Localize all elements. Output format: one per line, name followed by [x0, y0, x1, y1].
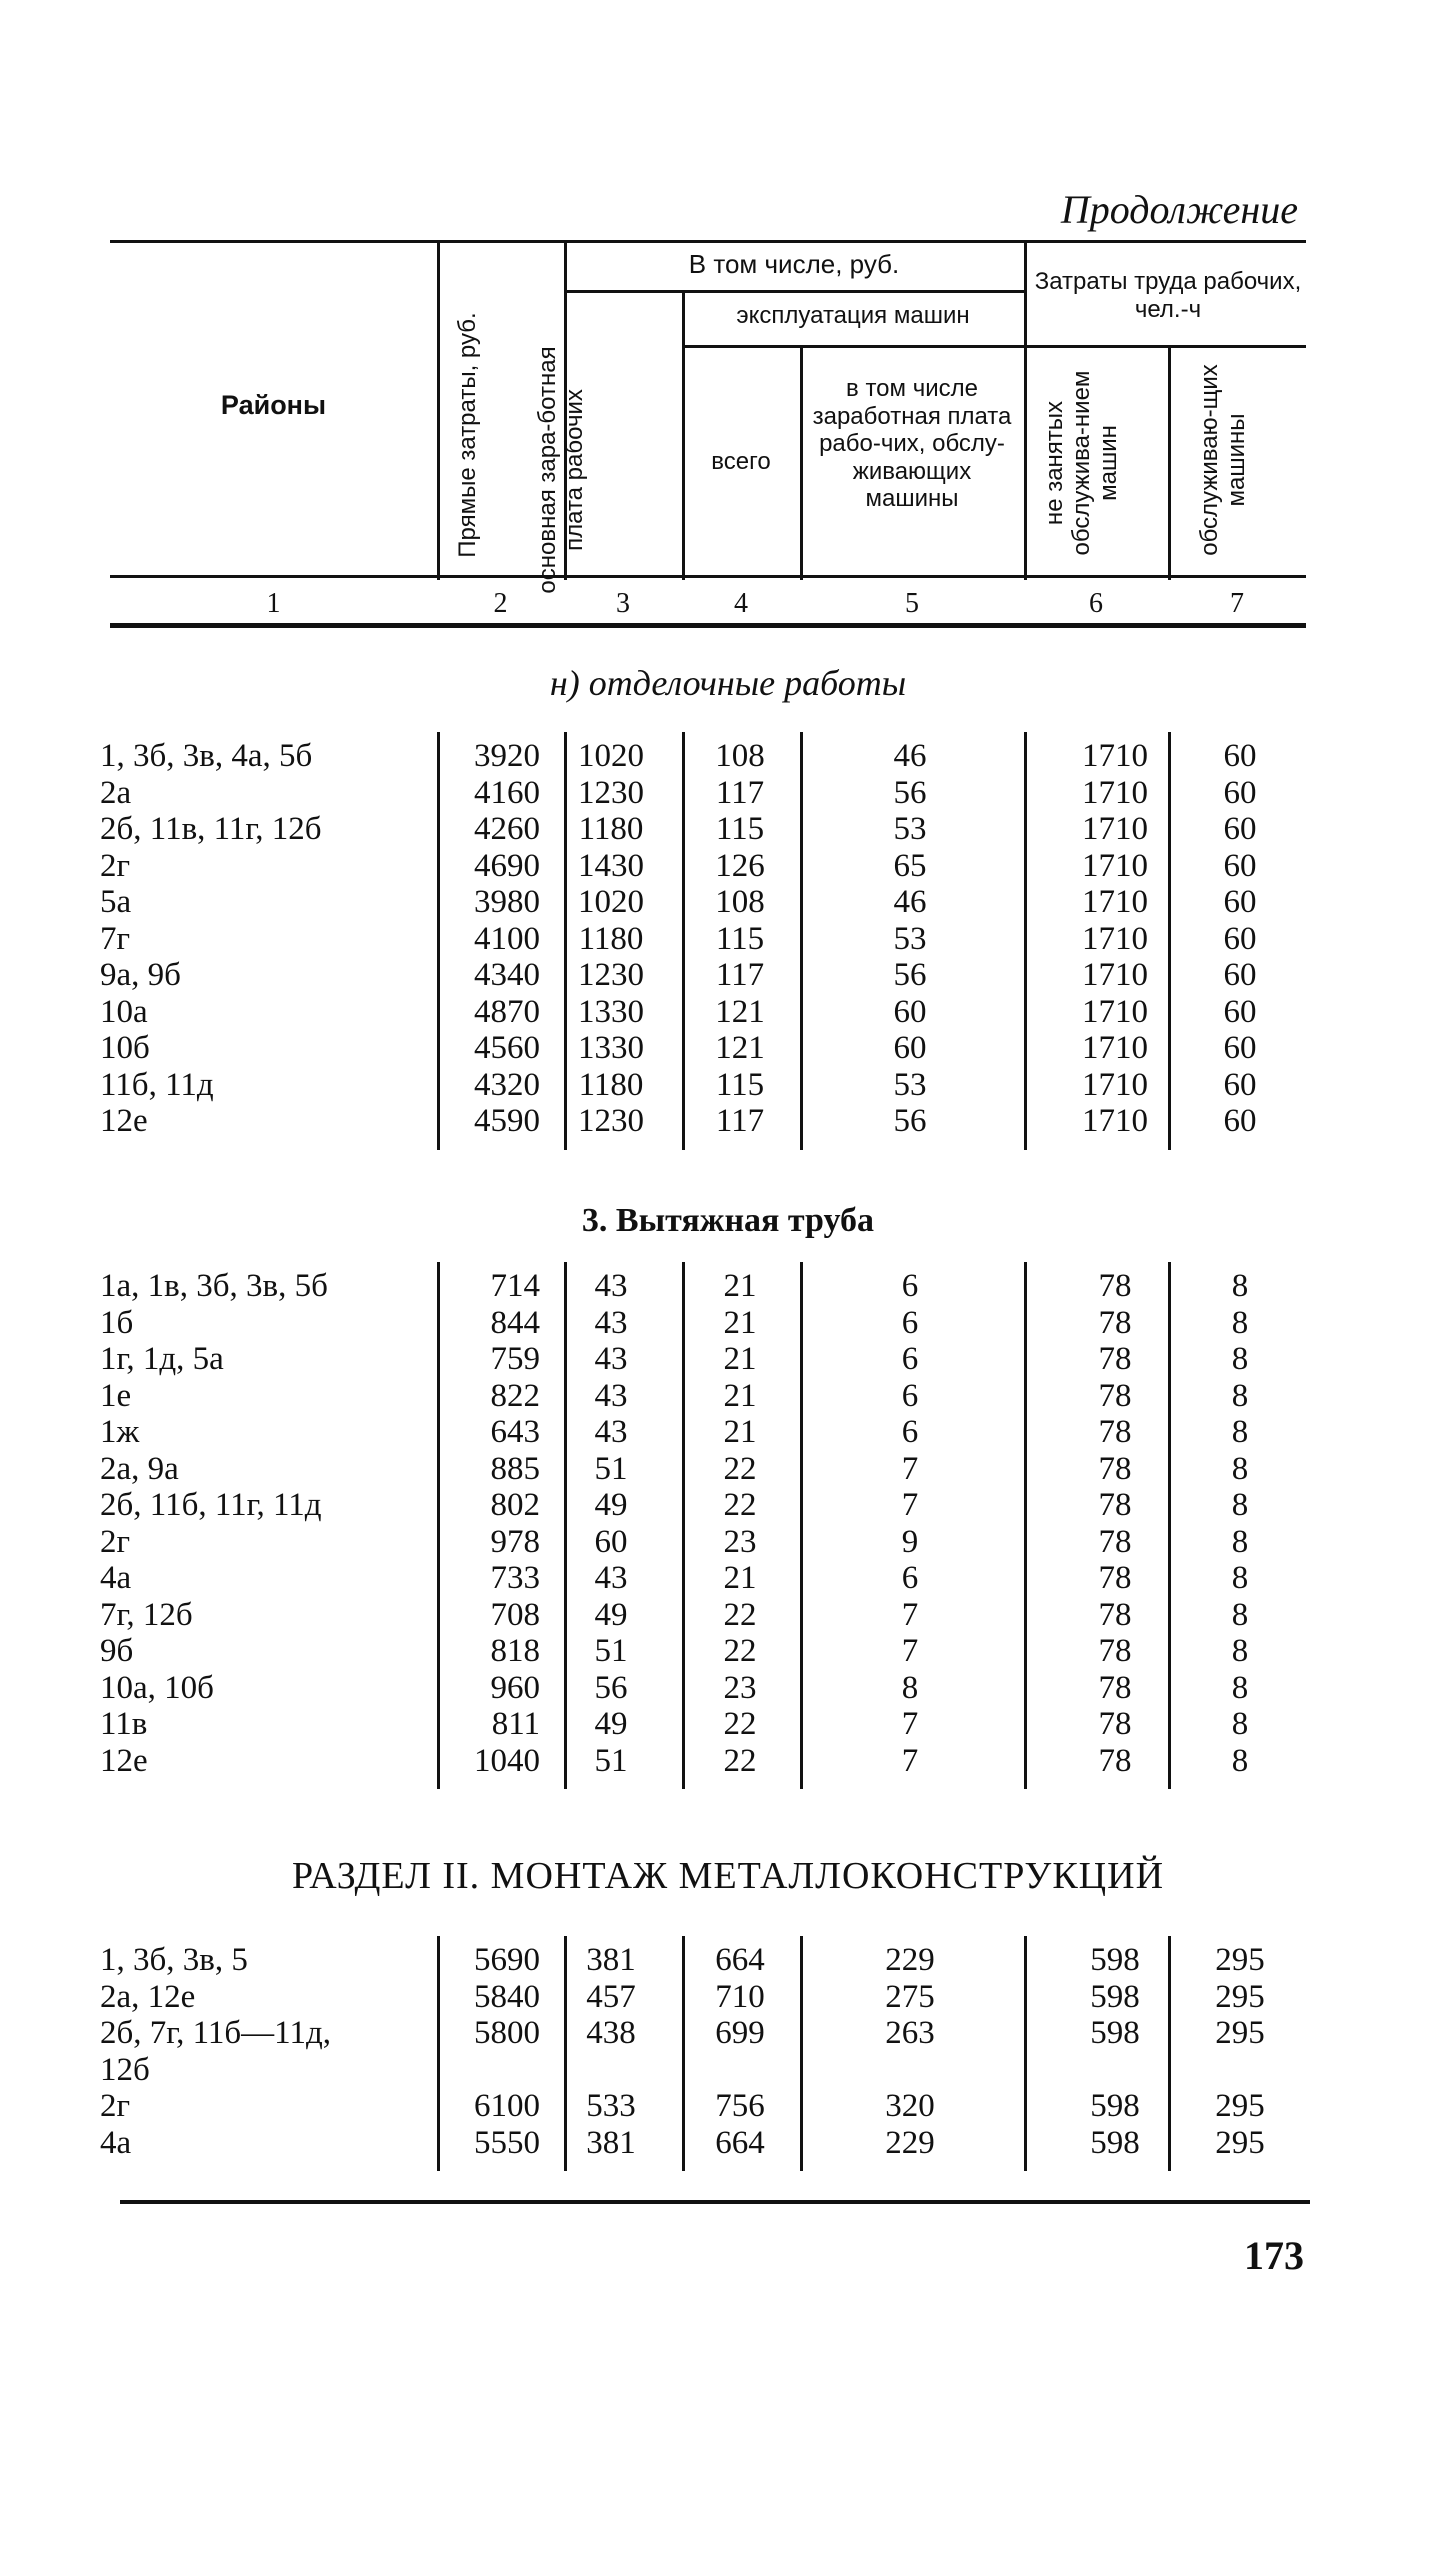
value-cell: 78 — [1098, 1377, 1132, 1414]
value-cell: 708 — [490, 1596, 540, 1633]
value-cell: 22 — [723, 1742, 757, 1779]
value-cell: 22 — [723, 1633, 757, 1669]
value-cell: 117 — [715, 774, 765, 811]
value-cell: 1710 — [1082, 847, 1148, 884]
value-cell: 802 — [490, 1487, 540, 1523]
region-cell: 7г, 12б — [100, 1596, 193, 1633]
value-cell: 21 — [723, 1414, 757, 1450]
table-row — [0, 1103, 1456, 1140]
table-row — [0, 1067, 1456, 1104]
value-cell: 49 — [594, 1706, 628, 1742]
value-cell: 8 — [1231, 1742, 1249, 1779]
value-cell: 22 — [723, 1450, 757, 1487]
column-divider — [1024, 732, 1027, 1150]
column-divider — [682, 1262, 685, 1789]
value-cell: 598 — [1090, 1978, 1140, 2015]
value-cell: 6 — [901, 1341, 919, 1377]
value-cell: 53 — [893, 811, 927, 847]
col-number: 5 — [905, 588, 919, 619]
value-cell: 121 — [715, 1030, 765, 1066]
table-header — [0, 0, 1456, 640]
value-cell: 21 — [723, 1560, 757, 1596]
value-cell: 4690 — [474, 847, 540, 884]
value-cell: 1710 — [1082, 774, 1148, 811]
value-cell: 822 — [490, 1377, 540, 1414]
region-cell: 7г — [100, 920, 131, 957]
table-row — [0, 2125, 1456, 2162]
value-cell: 598 — [1090, 2015, 1140, 2051]
value-cell: 46 — [893, 738, 927, 774]
value-cell: 78 — [1098, 1706, 1132, 1742]
table-row — [0, 1030, 1456, 1067]
value-cell: 56 — [893, 957, 927, 993]
value-cell: 49 — [594, 1487, 628, 1523]
value-cell: 8 — [1231, 1633, 1249, 1669]
page-number: 173 — [1244, 2233, 1304, 2278]
region-cell: 9б — [100, 1633, 134, 1669]
table-row — [0, 1341, 1456, 1378]
value-cell: 664 — [715, 1942, 765, 1978]
region-cell: 1б — [100, 1304, 134, 1341]
value-cell: 49 — [594, 1596, 628, 1633]
col-number: 7 — [1230, 588, 1244, 619]
value-cell: 60 — [1223, 957, 1257, 993]
value-cell: 60 — [1223, 1030, 1257, 1066]
value-cell: 78 — [1098, 1596, 1132, 1633]
region-cell: 2б, 11б, 11г, 11д — [100, 1487, 322, 1523]
value-cell: 598 — [1090, 1942, 1140, 1978]
value-cell: 1230 — [578, 957, 644, 993]
region-cell: 12б — [100, 2051, 150, 2088]
region-cell: 1ж — [100, 1414, 140, 1450]
value-cell: 5550 — [474, 2124, 540, 2161]
value-cell: 844 — [490, 1304, 540, 1341]
value-cell: 115 — [715, 811, 765, 847]
value-cell: 43 — [594, 1414, 628, 1450]
header-base-wage: основная зара-ботная плата рабочих — [534, 346, 588, 594]
table-row — [0, 1597, 1456, 1634]
value-cell: 7 — [901, 1596, 919, 1633]
table-row — [0, 1706, 1456, 1743]
region-cell: 4а — [100, 2124, 132, 2161]
value-cell: 6100 — [474, 2088, 540, 2124]
value-cell: 733 — [490, 1560, 540, 1596]
value-cell: 664 — [715, 2124, 765, 2161]
value-cell: 60 — [1223, 993, 1257, 1030]
value-cell: 117 — [715, 1103, 765, 1139]
section-table — [0, 1942, 1456, 2161]
value-cell: 56 — [893, 1103, 927, 1139]
value-cell: 78 — [1098, 1414, 1132, 1450]
column-divider — [800, 1936, 803, 2171]
table-row — [0, 1743, 1456, 1780]
value-cell: 1710 — [1082, 1103, 1148, 1139]
value-cell: 438 — [586, 2015, 636, 2051]
value-cell: 23 — [723, 1669, 757, 1706]
column-divider — [437, 732, 440, 1150]
header-machine-operation: эксплуатация машин — [736, 302, 970, 329]
region-cell: 12е — [100, 1103, 148, 1139]
value-cell: 8 — [1231, 1706, 1249, 1742]
value-cell: 23 — [723, 1523, 757, 1560]
column-divider — [800, 732, 803, 1150]
header-divider — [437, 240, 440, 580]
section-title: н) отделочные работы — [549, 663, 907, 703]
value-cell: 1180 — [578, 811, 644, 847]
header-divider — [1168, 345, 1171, 580]
footer-rule — [120, 2200, 1310, 2204]
value-cell: 4320 — [474, 1066, 540, 1103]
value-cell: 7 — [901, 1487, 919, 1523]
table-row — [0, 2052, 1456, 2089]
value-cell: 43 — [594, 1304, 628, 1341]
value-cell: 1710 — [1082, 1030, 1148, 1066]
column-divider — [682, 1936, 685, 2171]
value-cell: 1710 — [1082, 993, 1148, 1030]
value-cell: 1710 — [1082, 1066, 1148, 1103]
value-cell: 65 — [893, 847, 927, 884]
header-not-serving: не занятых обслужива-нием машин — [1041, 370, 1122, 556]
header-total: всего — [711, 448, 771, 475]
value-cell: 229 — [885, 1942, 935, 1978]
value-cell: 1230 — [578, 1103, 644, 1139]
header-rule — [564, 290, 1024, 293]
region-cell: 11б, 11д — [100, 1066, 214, 1103]
table-row — [0, 1378, 1456, 1415]
table-row — [0, 921, 1456, 958]
value-cell: 7 — [901, 1742, 919, 1779]
value-cell: 811 — [491, 1706, 540, 1742]
value-cell: 960 — [490, 1669, 540, 1706]
header-rule — [682, 345, 1024, 348]
value-cell: 295 — [1215, 1978, 1265, 2015]
value-cell: 78 — [1098, 1487, 1132, 1523]
value-cell: 295 — [1215, 2015, 1265, 2051]
value-cell: 56 — [594, 1669, 628, 1706]
value-cell: 78 — [1098, 1633, 1132, 1669]
value-cell: 121 — [715, 993, 765, 1030]
value-cell: 381 — [586, 2124, 636, 2161]
value-cell: 710 — [715, 1978, 765, 2015]
value-cell: 5690 — [474, 1942, 540, 1978]
value-cell: 108 — [715, 738, 765, 774]
value-cell: 6 — [901, 1560, 919, 1596]
header-serving: обслуживаю-щих машины — [1196, 364, 1250, 556]
value-cell: 229 — [885, 2124, 935, 2161]
value-cell: 8 — [1231, 1304, 1249, 1341]
value-cell: 8 — [1231, 1268, 1249, 1304]
value-cell: 115 — [715, 1066, 765, 1103]
value-cell: 263 — [885, 2015, 935, 2051]
value-cell: 714 — [490, 1268, 540, 1304]
table-row — [0, 1979, 1456, 2016]
col-number: 1 — [266, 588, 281, 619]
table-row — [0, 1670, 1456, 1707]
table-row — [0, 957, 1456, 994]
table-row — [0, 811, 1456, 848]
table-row — [0, 1560, 1456, 1597]
value-cell: 6 — [901, 1304, 919, 1341]
region-cell: 11в — [100, 1706, 148, 1742]
table-row — [0, 1487, 1456, 1524]
value-cell: 4870 — [474, 993, 540, 1030]
value-cell: 4100 — [474, 920, 540, 957]
header-labor-costs: Затраты труда рабочих, чел.-ч — [1034, 268, 1302, 323]
value-cell: 295 — [1215, 2124, 1265, 2161]
value-cell: 8 — [1231, 1487, 1249, 1523]
header-divider — [800, 345, 803, 580]
region-cell: 1а, 1в, 3б, 3в, 5б — [100, 1268, 328, 1304]
value-cell: 4160 — [474, 774, 540, 811]
value-cell: 4560 — [474, 1030, 540, 1066]
value-cell: 4590 — [474, 1103, 540, 1139]
value-cell: 51 — [594, 1742, 628, 1779]
value-cell: 320 — [885, 2088, 935, 2124]
table-row — [0, 1633, 1456, 1670]
value-cell: 6 — [901, 1268, 919, 1304]
region-cell: 4а — [100, 1560, 132, 1596]
value-cell: 1710 — [1082, 738, 1148, 774]
value-cell: 43 — [594, 1560, 628, 1596]
section-table — [0, 1268, 1456, 1779]
value-cell: 885 — [490, 1450, 540, 1487]
value-cell: 60 — [1223, 920, 1257, 957]
region-cell: 2а, 12е — [100, 1978, 196, 2015]
value-cell: 533 — [586, 2088, 636, 2124]
value-cell: 7 — [901, 1706, 919, 1742]
value-cell: 1180 — [578, 920, 644, 957]
table-row — [0, 884, 1456, 921]
table-row — [0, 1451, 1456, 1488]
region-cell: 12е — [100, 1742, 148, 1779]
col-number: 3 — [616, 588, 630, 619]
column-divider — [437, 1936, 440, 2171]
value-cell: 78 — [1098, 1268, 1132, 1304]
header-top-rule — [110, 240, 1306, 243]
value-cell: 4340 — [474, 957, 540, 993]
column-divider — [1024, 1936, 1027, 2171]
value-cell: 1040 — [474, 1742, 540, 1779]
header-incl-wage: в том числе заработная плата рабо-чих, обслу-живающих машины — [812, 375, 1012, 513]
column-divider — [682, 732, 685, 1150]
value-cell: 3920 — [474, 738, 540, 774]
value-cell: 108 — [715, 884, 765, 920]
table-row — [0, 1414, 1456, 1451]
value-cell: 60 — [1223, 1066, 1257, 1103]
region-cell: 2г — [100, 2088, 131, 2124]
value-cell: 978 — [490, 1523, 540, 1560]
header-direct-costs: Прямые затраты, руб. — [454, 312, 481, 558]
column-divider — [1024, 1262, 1027, 1789]
header-regions: Районы — [220, 390, 327, 420]
value-cell: 78 — [1098, 1304, 1132, 1341]
region-cell: 2а, 9а — [100, 1450, 179, 1487]
value-cell: 1330 — [578, 993, 644, 1030]
value-cell: 7 — [901, 1450, 919, 1487]
region-cell: 10а — [100, 993, 148, 1030]
continuation-label: Продолжение — [1060, 187, 1298, 232]
value-cell: 21 — [723, 1304, 757, 1341]
region-cell: 1г, 1д, 5а — [100, 1341, 224, 1377]
value-cell: 53 — [893, 1066, 927, 1103]
value-cell: 53 — [893, 920, 927, 957]
value-cell: 43 — [594, 1341, 628, 1377]
value-cell: 126 — [715, 847, 765, 884]
value-cell: 43 — [594, 1377, 628, 1414]
region-cell: 10б — [100, 1030, 150, 1066]
value-cell: 1710 — [1082, 884, 1148, 920]
value-cell: 117 — [715, 957, 765, 993]
table-row — [0, 848, 1456, 885]
column-divider — [564, 732, 567, 1150]
value-cell: 8 — [1231, 1450, 1249, 1487]
value-cell: 8 — [1231, 1523, 1249, 1560]
value-cell: 8 — [1231, 1560, 1249, 1596]
value-cell: 78 — [1098, 1560, 1132, 1596]
value-cell: 78 — [1098, 1742, 1132, 1779]
table-row — [0, 1942, 1456, 1979]
value-cell: 8 — [1231, 1377, 1249, 1414]
value-cell: 759 — [490, 1341, 540, 1377]
value-cell: 7 — [901, 1633, 919, 1669]
value-cell: 60 — [893, 993, 927, 1030]
value-cell: 46 — [893, 884, 927, 920]
value-cell: 1020 — [578, 884, 644, 920]
value-cell: 1710 — [1082, 811, 1148, 847]
value-cell: 22 — [723, 1596, 757, 1633]
value-cell: 6 — [901, 1414, 919, 1450]
value-cell: 60 — [1223, 738, 1257, 774]
value-cell: 5800 — [474, 2015, 540, 2051]
table-row — [0, 2088, 1456, 2125]
value-cell: 1710 — [1082, 920, 1148, 957]
value-cell: 51 — [594, 1633, 628, 1669]
section-table — [0, 738, 1456, 1140]
value-cell: 3980 — [474, 884, 540, 920]
region-cell: 10а, 10б — [100, 1669, 214, 1706]
region-cell: 2б, 7г, 11б—11д, — [100, 2015, 331, 2051]
value-cell: 60 — [594, 1523, 628, 1560]
region-cell: 1, 3б, 3в, 4а, 5б — [100, 738, 313, 774]
value-cell: 78 — [1098, 1523, 1132, 1560]
header-divider — [1024, 240, 1027, 580]
region-cell: 2а — [100, 774, 132, 811]
col-number: 2 — [493, 588, 508, 619]
region-cell: 2г — [100, 847, 131, 884]
value-cell: 295 — [1215, 1942, 1265, 1978]
value-cell: 598 — [1090, 2088, 1140, 2124]
region-cell: 1, 3б, 3в, 5 — [100, 1942, 248, 1978]
value-cell: 8 — [1231, 1596, 1249, 1633]
region-cell: 1е — [100, 1377, 132, 1414]
value-cell: 5840 — [474, 1978, 540, 2015]
column-divider — [1168, 1936, 1171, 2171]
value-cell: 8 — [901, 1669, 919, 1706]
table-row — [0, 994, 1456, 1031]
header-including: В том числе, руб. — [688, 249, 900, 279]
value-cell: 8 — [1231, 1669, 1249, 1706]
region-cell: 5а — [100, 884, 132, 920]
region-cell: 9а, 9б — [100, 957, 181, 993]
region-cell: 2б, 11в, 11г, 12б — [100, 811, 322, 847]
value-cell: 381 — [586, 1942, 636, 1978]
region-cell: 2г — [100, 1523, 131, 1560]
value-cell: 756 — [715, 2088, 765, 2124]
table-row — [0, 1524, 1456, 1561]
value-cell: 78 — [1098, 1450, 1132, 1487]
section-title: 3. Вытяжная труба — [581, 1202, 875, 1239]
value-cell: 1230 — [578, 774, 644, 811]
col-number: 4 — [734, 588, 748, 619]
table-row — [0, 1305, 1456, 1342]
value-cell: 818 — [490, 1633, 540, 1669]
value-cell: 21 — [723, 1268, 757, 1304]
table-row — [0, 738, 1456, 775]
value-cell: 78 — [1098, 1669, 1132, 1706]
value-cell: 56 — [893, 774, 927, 811]
value-cell: 60 — [1223, 847, 1257, 884]
header-divider — [682, 290, 685, 580]
value-cell: 1710 — [1082, 957, 1148, 993]
column-divider — [437, 1262, 440, 1789]
value-cell: 598 — [1090, 2124, 1140, 2161]
table-row — [0, 775, 1456, 812]
column-divider — [564, 1262, 567, 1789]
value-cell: 1180 — [578, 1066, 644, 1103]
value-cell: 295 — [1215, 2088, 1265, 2124]
value-cell: 60 — [1223, 1103, 1257, 1139]
value-cell: 6 — [901, 1377, 919, 1414]
column-divider — [1168, 1262, 1171, 1789]
value-cell: 4260 — [474, 811, 540, 847]
value-cell: 21 — [723, 1377, 757, 1414]
value-cell: 51 — [594, 1450, 628, 1487]
value-cell: 8 — [1231, 1341, 1249, 1377]
value-cell: 8 — [1231, 1414, 1249, 1450]
value-cell: 60 — [1223, 811, 1257, 847]
value-cell: 275 — [885, 1978, 935, 2015]
value-cell: 643 — [490, 1414, 540, 1450]
value-cell: 1020 — [578, 738, 644, 774]
value-cell: 60 — [893, 1030, 927, 1066]
value-cell: 21 — [723, 1341, 757, 1377]
column-divider — [1168, 732, 1171, 1150]
value-cell: 9 — [901, 1523, 919, 1560]
value-cell: 43 — [594, 1268, 628, 1304]
value-cell: 60 — [1223, 884, 1257, 920]
col-number: 6 — [1089, 588, 1103, 619]
col-number-rule — [110, 623, 1306, 628]
column-divider — [564, 1936, 567, 2171]
value-cell: 457 — [586, 1978, 636, 2015]
table-row — [0, 2015, 1456, 2052]
value-cell: 1430 — [578, 847, 644, 884]
section-title: РАЗДЕЛ II. МОНТАЖ МЕТАЛЛОКОНСТРУКЦИЙ — [291, 1855, 1165, 1897]
value-cell: 60 — [1223, 774, 1257, 811]
value-cell: 22 — [723, 1706, 757, 1742]
value-cell: 115 — [715, 920, 765, 957]
column-divider — [800, 1262, 803, 1789]
value-cell: 78 — [1098, 1341, 1132, 1377]
value-cell: 22 — [723, 1487, 757, 1523]
value-cell: 1330 — [578, 1030, 644, 1066]
table-row — [0, 1268, 1456, 1305]
value-cell: 699 — [715, 2015, 765, 2051]
